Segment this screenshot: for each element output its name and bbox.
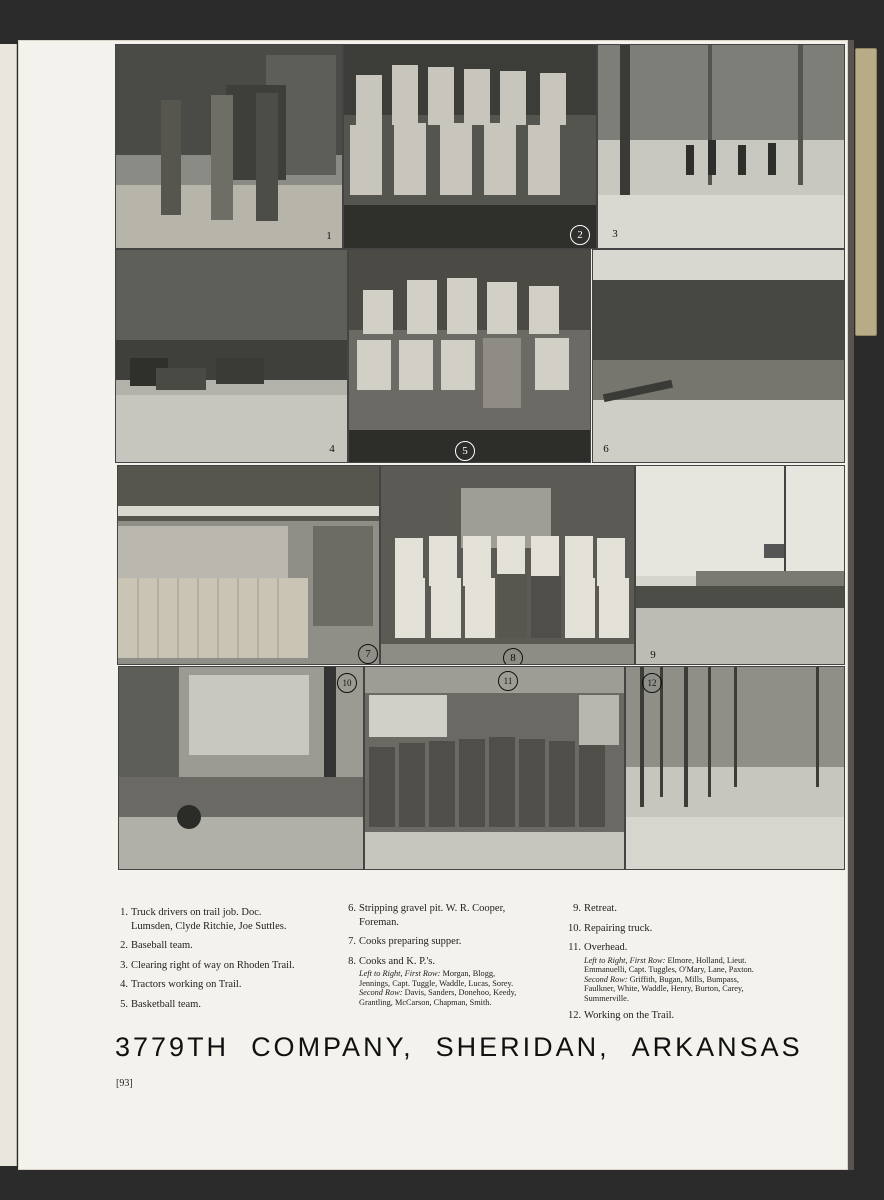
caption-9: 9. Retreat. [573,903,617,914]
caption-11: 11. Overhead. [568,942,628,953]
photo-number-label: 12 [642,673,662,693]
photo-number-label: 11 [498,671,518,691]
photo-3 [597,44,845,249]
photo-9 [635,465,845,665]
photo-number-label: 4 [329,443,335,455]
photo-number-label: 10 [337,673,357,693]
caption-1: 1. Truck drivers on trail job. Doc. Lumsden, Clyde Ritchie, Joe Suttles. [120,907,287,932]
photo-number-label: 7 [358,644,378,664]
caption-column-3 [568,902,758,1029]
caption-2: 2. Baseball team. [120,940,193,951]
photo-number-label: 2 [570,225,590,245]
photo-6 [592,249,845,463]
photo-5 [348,249,591,463]
left-page-edge [0,44,17,1166]
photo-11 [364,666,625,870]
caption-5: 5. Basketball team. [120,998,201,1010]
page-number: [93] [116,1078,133,1089]
caption-8: 8. Cooks and K. P.'s. [348,955,435,967]
photo-8 [380,465,635,665]
photo-number-label: 9 [650,649,656,661]
caption-column-1 [115,906,300,1017]
caption-column-2 [343,902,528,1007]
photo-7 [117,465,380,665]
caption-7: 7. Cooks preparing supper. [348,936,462,947]
photo-4 [115,249,348,463]
photo-number-label: 8 [503,648,523,665]
caption-6: 6. Stripping gravel pit. W. R. Cooper, Foreman. [348,903,506,928]
caption-4: 4. Tractors working on Trail. [120,979,242,990]
caption-8-names: Left to Right, First Row: Morgan, Blogg, Jennings, Capt. Tuggle, Waddle, Lucas, Sorey. Second Row: Davis, Sanders, Donehoo, Keedy, Grantling, McCarson, Chapman, Smith. [359,969,517,1007]
photo-2 [343,44,597,249]
page-tab [855,48,877,336]
caption-3: 3. Clearing right of way on Rhoden Trail. [120,959,295,971]
photo-1 [115,44,343,249]
photo-number-label: 1 [326,230,332,242]
caption-10: 10. Repairing truck. [568,922,653,934]
page-title: 3779TH COMPANY, SHERIDAN, ARKANSAS [115,1032,803,1062]
photo-10 [118,666,364,870]
photo-number-label: 5 [455,441,475,461]
photo-12 [625,666,845,870]
photo-number-label: 6 [603,443,609,455]
caption-11-names: Left to Right, First Row: Elmore, Holland, Lieut. Emmanuelli, Capt. Tuggles, O'Mary, Lane, Paxton. Second Row: Griffith, Bugan, Mills, Bumpass, Faulkner, White, Waddle, Henry, Burton, Carey, Summerville. [584,955,754,1003]
binding-edge [848,40,854,1170]
caption-12: 12. Working on the Trail. [568,1010,675,1022]
photo-number-label: 3 [612,228,618,240]
